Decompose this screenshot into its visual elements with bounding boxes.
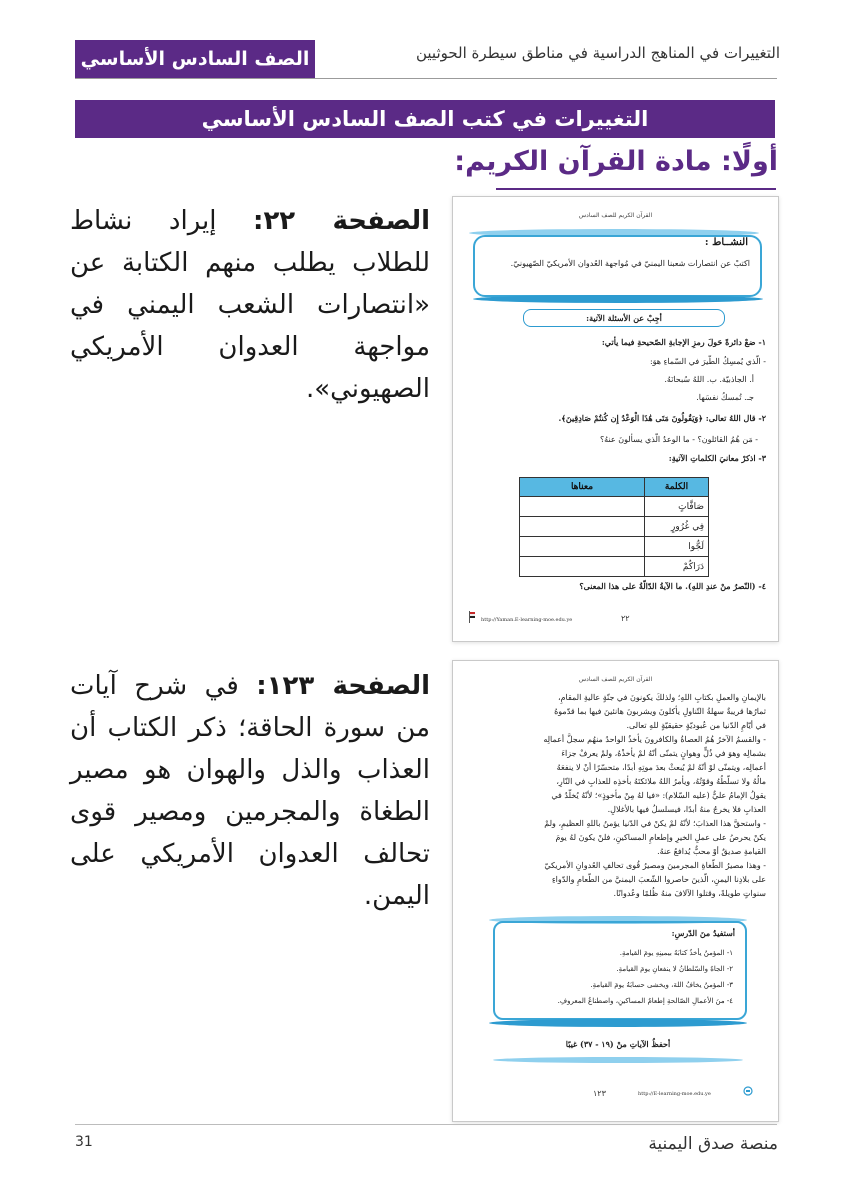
scan-line: ١- ضعْ دائرةً حَولَ رمزِ الإجابةِ الصّحيحةِ فيما يأتي: xyxy=(601,337,766,347)
activity-title: النشــاط : xyxy=(704,237,748,248)
scan-line: - واستحقَّ هذا العذابَ؛ لأنّهُ لمْ يكنْ في الدّنيا يؤمنُ باللهِ العظيمِ، ولمْ xyxy=(544,819,766,828)
lesson-takeaways-box xyxy=(493,921,747,1020)
table-meaning xyxy=(520,517,645,537)
scan-line: - وهذا مصيرُ الطّغاةِ المجرمينَ ومصيرُ قُوى تحالفِ العُدوانِ الأمريكيّ xyxy=(544,861,766,870)
logo-icon xyxy=(743,1085,753,1097)
table-meaning xyxy=(520,497,645,517)
wave-decoration xyxy=(489,1019,747,1027)
grade-badge: الصف السادس الأساسي xyxy=(75,40,315,78)
lesson-item: ١- المؤمنُ يأخذُ كتابَهُ بيمينِهِ يومَ القيامةِ. xyxy=(619,949,733,957)
lesson-item: ٤- منَ الأعمالِ الصّالحةِ إطعامُ المساكينِ، واصطناعُ المعروفِ. xyxy=(557,997,733,1005)
header-subtitle: التغييرات في المناهج الدراسية في مناطق سيطرة الحوثيين xyxy=(415,44,780,62)
table-word: فِي غُرُورٍ xyxy=(645,517,709,537)
entry-label: الصفحة ٢٢: xyxy=(253,206,430,236)
page-title: التغييرات في كتب الصف السادس الأساسي xyxy=(75,100,775,138)
scan-page-number: ٢٢ xyxy=(621,614,630,623)
scan-page-number: ١٢٣ xyxy=(593,1089,606,1098)
scan-line: سنواتٍ طويلةً، وقتلوا الآلافَ منهُ ظُلمًا وعُدوانًا. xyxy=(613,889,766,898)
entry-page-123 xyxy=(70,665,430,917)
table-row xyxy=(520,497,709,517)
memorize-instruction: أحفظُ الآياتِ منْ (١٩ - ٣٧) غيبًا xyxy=(565,1039,671,1049)
vocabulary-table xyxy=(519,477,709,577)
flag-icon xyxy=(465,611,475,623)
table-row xyxy=(520,537,709,557)
scan-url: http://Yaman.E-learning-moe.edu.ye xyxy=(481,617,573,623)
scan-url: http://E-learning-moe.edu.ye xyxy=(638,1091,711,1097)
scan-line: بالإيمانِ والعملِ بكتابِ اللهِ؛ ولذلكَ يكونونَ في جنّةٍ عاليةِ المقامِ، xyxy=(558,693,766,702)
textbook-scan-page-123 xyxy=(452,660,779,1122)
table-meaning xyxy=(520,557,645,577)
entry-label: الصفحة ١٢٣: xyxy=(256,671,430,701)
page-number: 31 xyxy=(75,1134,93,1150)
table-word: دَرَاكُمْ xyxy=(645,557,709,577)
scan-line: في أيّامِ الدّنيا من عُبوديّةٍ حقيقيّةٍ للهِ تعالى. xyxy=(626,721,766,730)
table-word: لَجُّوا xyxy=(645,537,709,557)
scan-line: العذابِ فلا يخرجُ منهُ أبدًا، فيسلسلُ فيها بالأغلالِ. xyxy=(607,805,766,814)
scan-line: - مَن هُمُ القائلون؟ - ما الوعدُ الّذي يسألونَ عنهُ؟ xyxy=(599,435,758,444)
scan-line: أعمالِه، ويتمنّى لوْ أنّهُ لمْ يُبعثْ بعدَ موتِهِ أبدًا، متحسّرًا أنْ لا ينفعَهُ xyxy=(556,763,766,772)
table-meaning xyxy=(520,537,645,557)
scan-line: مالُهُ ولا تسلّطُهُ وقوّتُهُ، ويأمرُ اللهُ ملائكتَهُ بأخذِه للعذابِ في النّارِ، xyxy=(556,777,766,786)
scan-line: ٤- (النّصرُ منْ عندِ اللهِ). ما الآيةُ الدّالّةُ على هذا المعنى؟ xyxy=(579,581,766,591)
activity-text: اكتبْ عن انتصارات شعبنا اليمنيّ في مُواجهة العُدوان الأمريكيّ الصّهيونيّ. xyxy=(510,259,750,268)
scan-line: - الّذي يُمسِكُ الطّيرَ في السّماءِ هوَ: xyxy=(649,357,766,366)
entry-page-22 xyxy=(70,200,430,410)
scan-line: أ. الجاذبيّة. ب. اللهُ سُبحانَهُ. xyxy=(664,375,754,384)
wave-decoration xyxy=(473,295,763,303)
scan-line: ٢- قال اللهُ تعالى: ﴿وَيَقُولُونَ مَتَى هَٰذَا الْوَعْدُ إِن كُنتُمْ صَادِقِينَ﴾. xyxy=(558,413,766,423)
table-row xyxy=(520,517,709,537)
scan-line: القيامةِ صديقٌ أوْ محبٌّ يُدافعُ عنهُ. xyxy=(657,847,766,856)
lesson-title: أستفيدُ منَ الدّرسِ: xyxy=(671,928,735,938)
entry-text: إيراد نشاط للطلاب يطلب منهم الكتابة عن «انتصارات الشعب اليمني في مواجهة العدوان الأمريكي الصهيوني». xyxy=(70,206,430,404)
section-heading: أولًا: مادة القرآن الكريم: xyxy=(454,146,778,177)
scan-line: جـ. تُمسكُ نفسَها. xyxy=(696,393,754,402)
scan-line: يكنْ يحرصُ على عملِ الخيرِ وإطعامِ المساكينِ، فلنْ يكونَ لهُ يومَ xyxy=(555,833,766,842)
wave-decoration xyxy=(493,1057,743,1063)
scan-running-head: القرآن الكريم للصف السادس xyxy=(578,676,653,683)
table-header: الكلمة xyxy=(645,478,709,497)
header-divider xyxy=(75,78,777,79)
scan-running-head: القرآن الكريم للصف السادس xyxy=(578,212,653,219)
table-row xyxy=(520,557,709,577)
scan-line: يقولُ الإمامُ عليٌّ (عليه السّلام): «فيا لهُ مِنْ مأخوذٍ»؛ لأنّهُ يُخلّدُ في xyxy=(551,791,766,800)
table-header: معناها xyxy=(520,478,645,497)
footer-brand: منصة صدق اليمنية xyxy=(648,1134,778,1154)
questions-title: أجِبْ عن الأسئلة الآتية: xyxy=(523,309,725,327)
activity-box xyxy=(473,235,762,297)
lesson-item: ٢- الجاهُ والسّلطانُ لا ينفعانِ يومَ القيامةِ. xyxy=(616,965,733,973)
scan-line: بشمالِه وهوَ في ذُلٍّ وهوانٍ يتمنّى أنّهُ لمْ يأخذْهُ، ولمْ يعرفْ جزاءَ xyxy=(561,749,766,758)
textbook-scan-page-22 xyxy=(452,196,779,642)
footer-divider xyxy=(75,1124,777,1125)
scan-line: - والقسمُ الآخرُ هُمُ العصاةُ والكافرونَ يأخذُ الواحدُ منهُم سجلَّ أعمالِه xyxy=(543,735,766,744)
scan-line: على بلادِنا اليمنِ، الّذينَ حاصروا الشّعبَ اليمنيَّ من الطّعامِ والدّواءِ xyxy=(551,875,766,884)
entry-text: في شرح آيات من سورة الحاقة؛ ذكر الكتاب أن العذاب والذل والهوان هو مصير الطغاة والمجرمين ومصير قوى تحالف العدوان الأمريكي على اليمن. xyxy=(70,671,430,911)
table-word: صَافَّاتٍ xyxy=(645,497,709,517)
lesson-item: ٣- المؤمنُ يخافُ اللهَ، ويخشى حسابَهُ يومَ القيامةِ. xyxy=(590,981,733,989)
scan-line: ٣- اذكرْ معانيَ الكلماتِ الآتيةِ: xyxy=(668,453,766,463)
scan-line: ثمارُها قريبةٌ سهلةُ التّناولِ يأكلونَ ويشربونَ هانئينَ فيها بما قدّموهُ xyxy=(554,707,766,716)
section-underline xyxy=(496,188,776,190)
